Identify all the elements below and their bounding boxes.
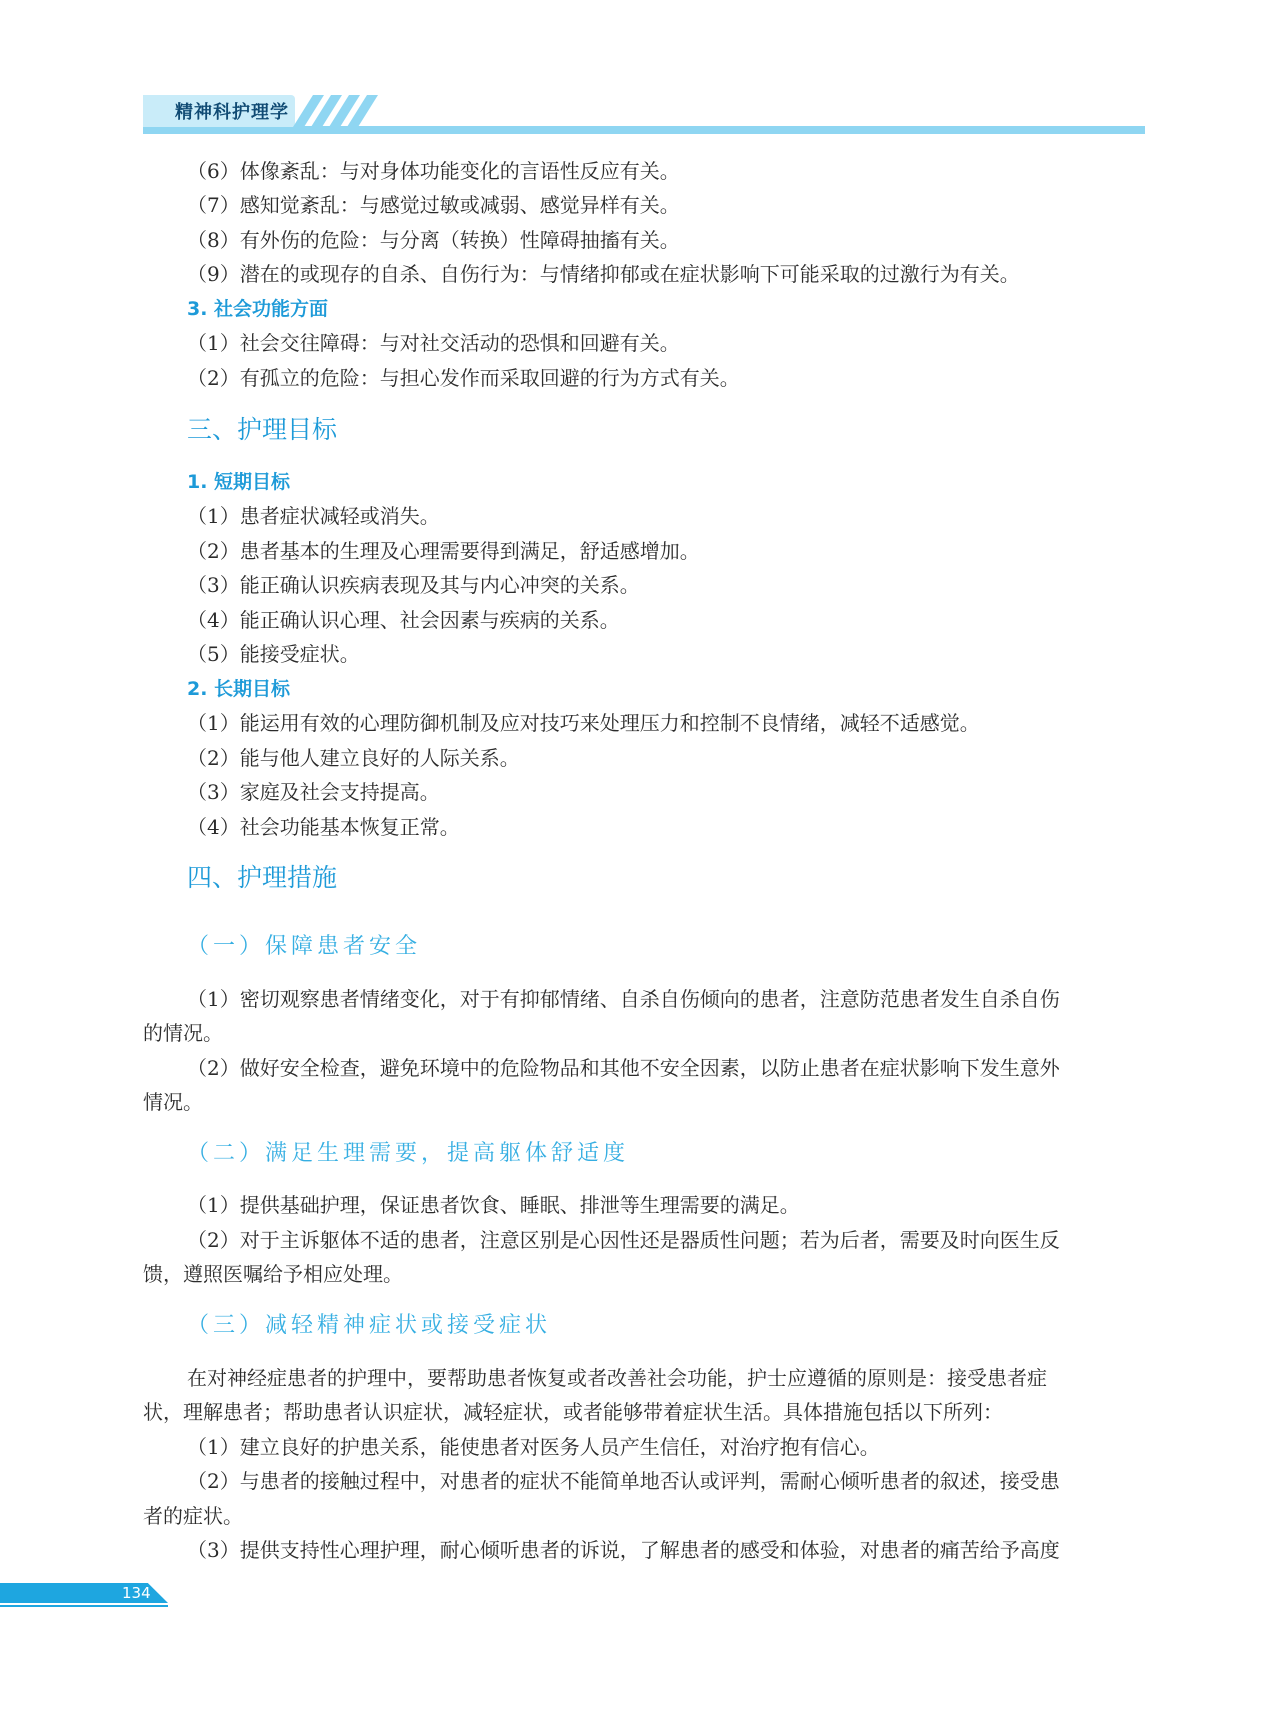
paragraph-line: 状，理解患者；帮助患者认识症状，减轻症状，或者能够带着症状生活。具体措施包括以下所列： — [143, 1400, 1003, 1424]
paragraph-line: （2）做好安全检查，避免环境中的危险物品和其他不安全因素，以防止患者在症状影响下发生意外 — [187, 1056, 1060, 1080]
subheading-long-term: 2. 长期目标 — [187, 678, 291, 700]
list-item: （3）家庭及社会支持提高。 — [187, 780, 440, 804]
paragraph-line: （1）建立良好的护患关系，能使患者对医务人员产生信任，对治疗抱有信心。 — [187, 1435, 880, 1459]
list-item: （4）社会功能基本恢复正常。 — [187, 815, 460, 839]
list-item: （3）能正确认识疾病表现及其与内心冲突的关系。 — [187, 573, 640, 597]
list-item: （1）患者症状减轻或消失。 — [187, 504, 440, 528]
section-heading-measures: 四、护理措施 — [187, 863, 338, 892]
section-heading-goals: 三、护理目标 — [187, 415, 338, 444]
list-item: （7）感知觉紊乱：与感觉过敏或减弱、感觉异样有关。 — [187, 193, 680, 217]
header-rule — [143, 126, 1145, 134]
paragraph-line: （2）与患者的接触过程中，对患者的症状不能简单地否认或评判，需耐心倾听患者的叙述，接受患 — [187, 1469, 1060, 1493]
page-footer — [0, 1583, 170, 1609]
list-item: （2）患者基本的生理及心理需要得到满足，舒适感增加。 — [187, 539, 700, 563]
list-item: （1）社会交往障碍：与对社交活动的恐惧和回避有关。 — [187, 331, 680, 355]
list-item: （8）有外伤的危险：与分离（转换）性障碍抽搐有关。 — [187, 228, 680, 252]
paragraph-line: （3）提供支持性心理护理，耐心倾听患者的诉说，了解患者的感受和体验，对患者的痛苦给予高度 — [187, 1538, 1060, 1562]
list-item: （1）能运用有效的心理防御机制及应对技巧来处理压力和控制不良情绪，减轻不适感觉。 — [187, 711, 980, 735]
paragraph-line: （1）密切观察患者情绪变化，对于有抑郁情绪、自杀自伤倾向的患者，注意防范患者发生自杀自伤 — [187, 987, 1060, 1011]
paragraph-line: 者的症状。 — [143, 1504, 243, 1528]
paragraph-line: 在对神经症患者的护理中，要帮助患者恢复或者改善社会功能，护士应遵循的原则是：接受患者症 — [187, 1366, 1047, 1390]
subheading-short-term: 1. 短期目标 — [187, 471, 291, 493]
paragraph-line: （2）对于主诉躯体不适的患者，注意区别是心因性还是器质性问题；若为后者，需要及时向医生反 — [187, 1228, 1060, 1252]
subsection-heading-symptoms: （三）减轻精神症状或接受症状 — [187, 1313, 552, 1338]
page-number: 134 — [122, 1584, 151, 1602]
footer-rule — [0, 1605, 168, 1607]
paragraph-line: 的情况。 — [143, 1021, 223, 1045]
list-item: （6）体像紊乱：与对身体功能变化的言语性反应有关。 — [187, 159, 680, 183]
subheading-social-function: 3. 社会功能方面 — [187, 298, 329, 320]
subsection-heading-safety: （一）保障患者安全 — [187, 934, 422, 959]
book-title: 精神科护理学 — [175, 102, 289, 123]
paragraph-line: 馈，遵照医嘱给予相应处理。 — [143, 1262, 403, 1286]
subsection-heading-physiological: （二）满足生理需要，提高躯体舒适度 — [187, 1141, 630, 1166]
list-item: （2）能与他人建立良好的人际关系。 — [187, 746, 520, 770]
page-header — [143, 94, 1145, 134]
paragraph-line: （1）提供基础护理，保证患者饮食、睡眠、排泄等生理需要的满足。 — [187, 1193, 800, 1217]
list-item: （5）能接受症状。 — [187, 642, 360, 666]
list-item: （4）能正确认识心理、社会因素与疾病的关系。 — [187, 608, 620, 632]
paragraph-line: 情况。 — [143, 1090, 203, 1114]
list-item: （2）有孤立的危险：与担心发作而采取回避的行为方式有关。 — [187, 366, 740, 390]
list-item: （9）潜在的或现存的自杀、自伤行为：与情绪抑郁或在症状影响下可能采取的过激行为有关。 — [187, 262, 1020, 286]
